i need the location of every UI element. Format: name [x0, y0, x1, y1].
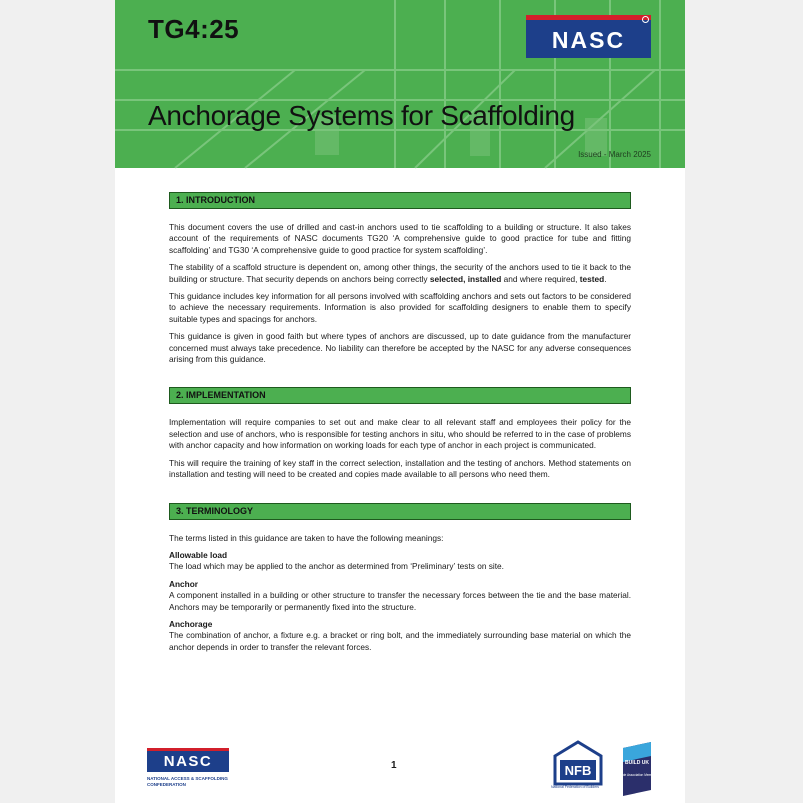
logo-red-bar [526, 15, 651, 20]
term-title: Anchorage [169, 618, 213, 629]
section-heading-implementation: 2. IMPLEMENTATION [169, 387, 631, 404]
term-definition: The load which may be applied to the anchor as determined from ‘Preliminary’ tests on site. [169, 561, 504, 572]
paragraph: This guidance is given in good faith but where types of anchors are discussed, up to date guidance from the manufacturer concerned must always take precedence. No liability can therefore be accepted by the NASC for any adverse consequences arising from this guidance. [169, 331, 631, 365]
page-number: 1 [391, 760, 397, 771]
paragraph-stability [169, 262, 631, 285]
document-page [115, 0, 685, 803]
nfb-caption: National Federation of Builders [551, 785, 600, 789]
paragraph: This document covers the use of drilled and cast-in anchors used to tie scaffolding to a building or structure. It also takes account of the requirements of NASC documents TG20 ‘A comprehensive guide to good practice for tube and fitting scaffolding’ and TG30 ‘A comprehensive guide to good practice for system scaffolding’. [169, 222, 631, 255]
bold-text: tested [579, 273, 605, 284]
paragraph: This guidance includes key information for all persons involved with scaffolding anchors and sets out factors to be considered to achieve the necessary requirements. Information is also provided for scaffolding designers to enable them to specify suitable types and spacings for anchors. [169, 291, 631, 324]
text-span: The stability of a scaffold structure is dependent on, among other things, the security of the anchors used to tie it back to the building or structure. That security depends on anchors being correctly [169, 262, 631, 284]
section-heading-terminology: 3. TERMINOLOGY [169, 503, 631, 520]
document-body [169, 192, 631, 653]
footer-nasc-caption: NATIONAL ACCESS & SCAFFOLDING CONFEDERATION [147, 776, 228, 787]
text-span: . [604, 273, 607, 284]
logo-red-bar [147, 748, 229, 751]
header-banner [115, 0, 685, 168]
build-uk-caption: Trade Association Member [618, 773, 656, 777]
term-definition: A component installed in a building or other structure to transfer the necessary forces between the tie and the base material. Anchors may be temporarily or permanently fixed into the structure. [169, 590, 631, 612]
registered-mark-icon [642, 16, 649, 23]
term-definition: The combination of anchor, a fixture e.g. a bracket or ring bolt, and the immediately surrounding base material on which the anchor depends in order to transfer the relevant forces. [169, 630, 631, 652]
paragraph: The terms listed in this guidance are taken to have the following meanings: [169, 532, 444, 543]
text-span: and where required, [501, 273, 580, 284]
nasc-logo [526, 15, 651, 58]
nfb-logo-icon [551, 740, 605, 786]
section-heading-introduction: 1. INTRODUCTION [169, 192, 631, 209]
term-title: Anchor [169, 578, 199, 589]
build-uk-logo-icon [618, 742, 656, 796]
paragraph: Implementation will require companies to set out and make clear to all relevant staff and employees their policy for the selection and use of anchors, who is responsible for testing anchors in situ, who should be referred to in the case of problems with anchor capacity and how information on working loads for each type of anchor in each project is communicated. [169, 417, 631, 451]
nasc-logo-text: NASC [551, 27, 626, 53]
bold-text: selected, installed [429, 273, 502, 284]
term-title: Allowable load [169, 549, 228, 560]
footer-nasc-logo-text: NASC [163, 753, 213, 770]
document-code: TG4:25 [148, 14, 240, 44]
footer-nasc-logo [147, 748, 229, 772]
build-uk-logo-text: BUILD UK [625, 760, 649, 766]
issued-date: Issued - March 2025 [578, 150, 651, 159]
paragraph: This will require the training of key staff in the correct selection, installation and the testing of anchors. Method statements on installation and testing will need to be created and copies made available to all persons who need them. [169, 457, 631, 480]
nfb-logo-text: NFB [564, 763, 592, 778]
document-title: Anchorage Systems for Scaffolding [148, 100, 575, 131]
